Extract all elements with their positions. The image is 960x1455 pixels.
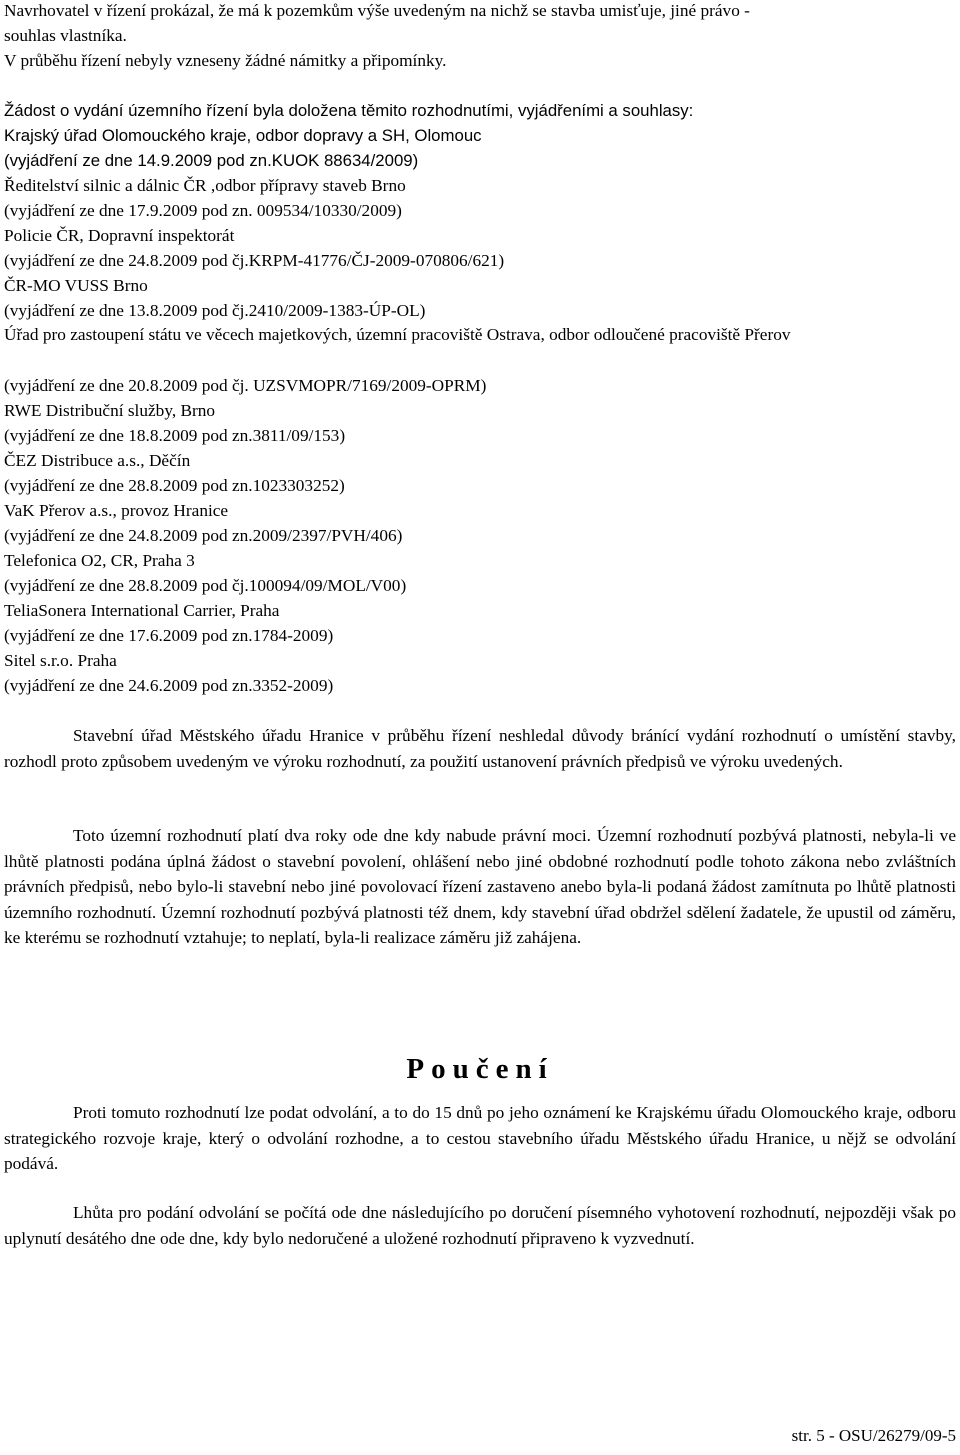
- consent-line-10: Úřad pro zastoupení státu ve věcech majetkových, územní pracoviště Ostrava, odbor odloučené pracoviště Přerov: [4, 325, 791, 344]
- page-reference: str. 5 - OSU/26279/09-5: [791, 1426, 956, 1445]
- consent-line-15: (vyjádření ze dne 28.8.2009 pod zn.1023303252): [4, 476, 345, 495]
- instruction-paragraph-2: Lhůta pro podání odvolání se počítá ode dne následujícího po doručení písemného vyhotovení rozhodnutí, nejpozději však po uplynutí desátého dne ode dne, kdy bylo nedoručené a uložené rozhodnutí připraveno k vyzvednutí.: [4, 1203, 956, 1248]
- consent-line-22: Sitel s.r.o. Praha: [4, 651, 117, 670]
- consent-line-14: ČEZ Distribuce a.s., Děčín: [4, 451, 191, 470]
- decision-paragraph-2: Toto územní rozhodnutí platí dva roky ode dne kdy nabude právní moci. Územní rozhodnutí pozbývá platnosti, nebyla-li ve lhůtě platnosti podána úplná žádost o stavební povolení, ohlášení nebo jiné obdobné rozhodnutí podle tohoto zákona nebo zvláštních právních předpisů, nebo bylo-li stavební nebo jiné povolovací řízení zastaveno anebo byla-li podaná žádost zamítnuta po lhůtě platnosti územního rozhodnutí. Územní rozhodnutí pozbývá platnosti též dnem, kdy stavební úřad obdržel sdělení žadatele, že upustil od záměru, ke kterému se rozhodnutí vztahuje; to neplatí, byla-li realizace záměru již zahájena.: [4, 826, 956, 947]
- consent-line-19: (vyjádření ze dne 28.8.2009 pod čj.100094/09/MOL/V00): [4, 576, 407, 595]
- consents-intro-1: Žádost o vydání územního řízení byla doložena těmito rozhodnutími, vyjádřeními a souhlasy:: [4, 101, 694, 120]
- consent-line-16: VaK Přerov a.s., provoz Hranice: [4, 501, 229, 520]
- consent-line-21: (vyjádření ze dne 17.6.2009 pod zn.1784-2009): [4, 626, 334, 645]
- instruction-paragraph-1: Proti tomuto rozhodnutí lze podat odvolání, a to do 15 dnů po jeho oznámení ke Krajskému úřadu Olomouckého kraje, odboru strategického rozvoje kraje, který o odvolání rozhodne, a to cestou stavebního úřadu Městského úřadu Hranice, u nějž se odvolání podává.: [4, 1103, 956, 1173]
- consent-line-18: Telefonica O2, CR, Praha 3: [4, 551, 195, 570]
- consent-line-11: (vyjádření ze dne 20.8.2009 pod čj. UZSVMOPR/7169/2009-OPRM): [4, 376, 487, 395]
- intro-line-1: Navrhovatel v řízení prokázal, že má k pozemkům výše uvedeným na nichž se stavba umisťuje, jiné právo -: [4, 1, 750, 20]
- consent-line-17: (vyjádření ze dne 24.8.2009 pod zn.2009/2397/PVH/406): [4, 526, 403, 545]
- intro-line-2: souhlas vlastníka.: [4, 26, 127, 45]
- consent-line-7: (vyjádření ze dne 24.8.2009 pod čj.KRPM-41776/ČJ-2009-070806/621): [4, 251, 505, 270]
- consent-line-13: (vyjádření ze dne 18.8.2009 pod zn.3811/09/153): [4, 426, 346, 445]
- consent-line-3: (vyjádření ze dne 14.9.2009 pod zn.KUOK 88634/2009): [4, 151, 419, 170]
- instruction-heading: Poučení: [406, 1053, 554, 1085]
- consents-intro-2: Krajský úřad Olomouckého kraje, odbor dopravy a SH, Olomouc: [4, 126, 482, 145]
- decision-paragraph-1: Stavební úřad Městského úřadu Hranice v průběhu řízení neshledal důvody bránící vydání rozhodnutí o umístění stavby, rozhodl proto způsobem uvedeným ve výroku rozhodnutí, za použití ustanovení právních předpisů ve výroku uvedených.: [4, 726, 956, 771]
- consent-line-23: (vyjádření ze dne 24.6.2009 pod zn.3352-2009): [4, 676, 334, 695]
- consent-line-6: Policie ČR, Dopravní inspektorát: [4, 226, 235, 245]
- consent-line-8: ČR-MO VUSS Brno: [4, 276, 148, 295]
- consent-line-4: Ředitelství silnic a dálnic ČR ,odbor přípravy staveb Brno: [4, 176, 406, 195]
- intro-line-3: V průběhu řízení nebyly vzneseny žádné námitky a připomínky.: [4, 51, 447, 70]
- consent-line-9: (vyjádření ze dne 13.8.2009 pod čj.2410/2009-1383-ÚP-OL): [4, 301, 426, 320]
- consent-line-5: (vyjádření ze dne 17.9.2009 pod zn. 009534/10330/2009): [4, 201, 402, 220]
- consent-line-12: RWE Distribuční služby, Brno: [4, 401, 216, 420]
- consent-line-20: TeliaSonera International Carrier, Praha: [4, 601, 280, 620]
- document-page: [4, 0, 956, 1455]
